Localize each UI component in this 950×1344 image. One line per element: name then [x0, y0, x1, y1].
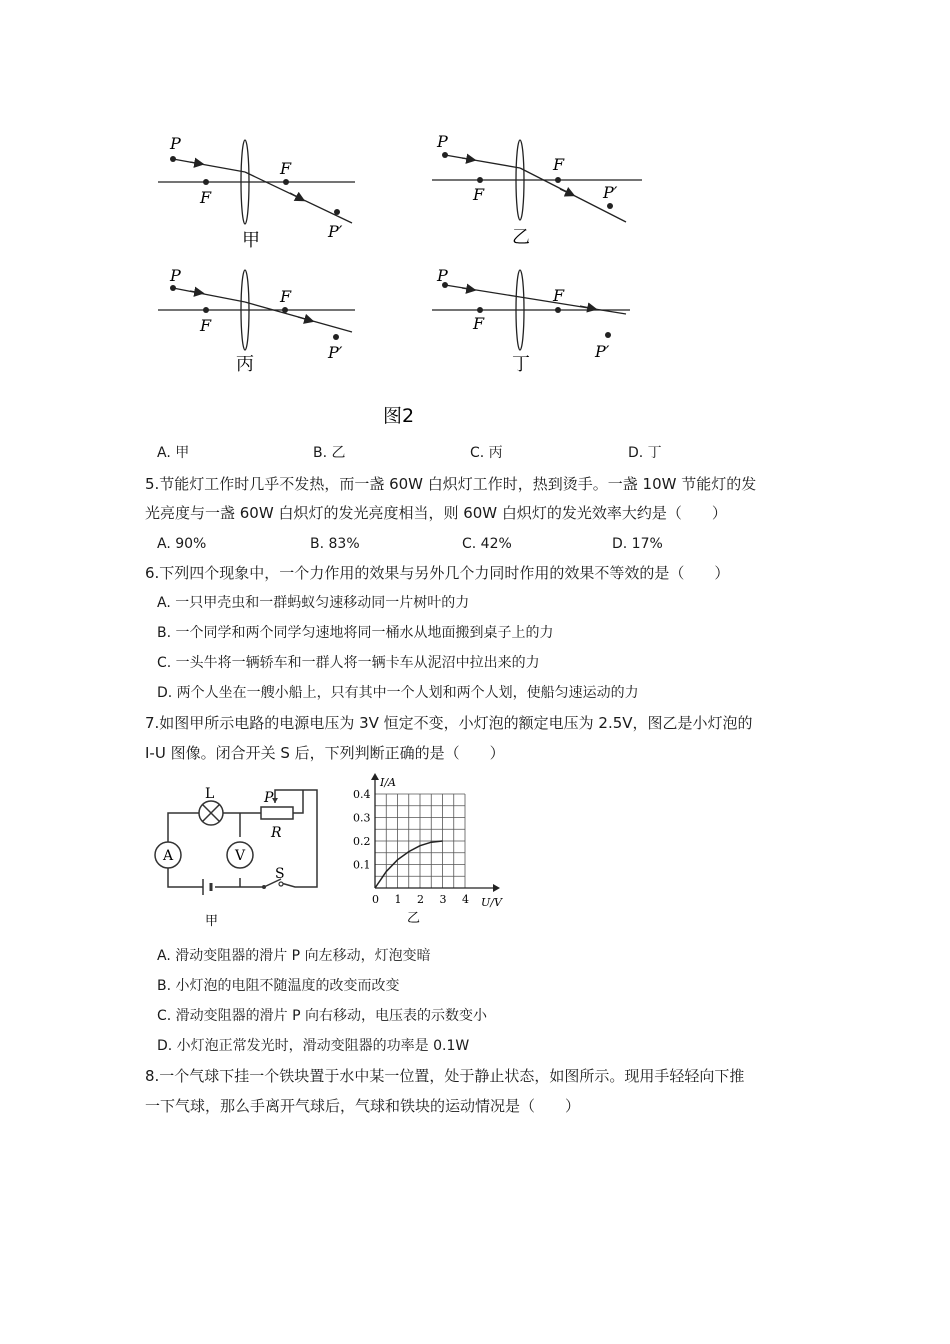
focus-f-label: F	[200, 316, 212, 335]
y-axis-label: I/A	[380, 776, 396, 789]
point-p-label: P	[170, 266, 181, 285]
panel-label-bing: 丙	[236, 354, 254, 375]
q6-option-c[interactable]: C. 一头牛将一辆轿车和一群人将一辆卡车从泥沼中拉出来的力	[157, 655, 540, 671]
q6-stem: 6.下列四个现象中，一个力作用的效果与另外几个力同时作用的效果不等效的是（ ）	[145, 564, 730, 582]
point-p-label: P	[170, 134, 181, 153]
y-tick-label: 0.2	[353, 835, 371, 848]
x-tick-label: 0	[372, 893, 379, 906]
focus-f-label: F	[280, 159, 292, 178]
q4-option-d[interactable]: D. 丁	[628, 445, 662, 461]
q7-stem-line-2: I-U 图像。闭合开关 S 后，下列判断正确的是（ ）	[145, 744, 505, 762]
q4-option-a[interactable]: A. 甲	[157, 445, 190, 461]
q5-option-b[interactable]: B. 83%	[310, 536, 360, 552]
lens-diagram-bing	[158, 266, 355, 375]
image-p-prime-label: P′	[603, 183, 618, 202]
rheostat-icon	[261, 807, 293, 819]
focus-f-label: F	[553, 155, 565, 174]
focus-f-label: F	[473, 314, 485, 333]
focus-f-label: F	[200, 188, 212, 207]
x-tick-label: 4	[462, 893, 469, 906]
focus-f-label: F	[473, 185, 485, 204]
q7-option-a[interactable]: A. 滑动变阻器的滑片 P 向左移动，灯泡变暗	[157, 948, 431, 964]
voltmeter-label: V	[235, 848, 246, 864]
x-axis-arrow	[493, 884, 500, 892]
y-tick-label: 0.1	[353, 858, 371, 872]
q7-option-c[interactable]: C. 滑动变阻器的滑片 P 向右移动，电压表的示数变小	[157, 1008, 488, 1024]
figure-2-lens-diagrams	[140, 125, 660, 435]
image-p-prime-label: P′	[328, 222, 343, 241]
q5-stem-line-1: 5.节能灯工作时几乎不发热，而一盏 60W 白炽灯工作时，热到烫手。一盏 10W 节能灯的发	[145, 475, 757, 493]
point-p-label: P	[437, 266, 448, 285]
x-tick-label: 3	[439, 893, 447, 906]
y-tick-label: 0.4	[353, 788, 371, 801]
slider-p-label: P	[264, 790, 274, 806]
y-tick-label: 0.3	[353, 811, 371, 825]
focus-f-label: F	[553, 286, 565, 305]
image-p-prime-label: P′	[328, 343, 343, 362]
q5-option-a[interactable]: A. 90%	[157, 536, 207, 552]
iu-graph	[345, 770, 505, 930]
panel-label-ding: 丁	[512, 354, 530, 375]
lens-diagram-yi	[432, 132, 642, 248]
q8-stem-line-1: 8.一个气球下挂一个铁块置于水中某一位置，处于静止状态，如图所示。现用手轻轻向下推	[145, 1067, 745, 1085]
image-p-prime-label: P′	[595, 342, 610, 361]
focus-f-label: F	[280, 287, 292, 306]
circuit-caption: 甲	[205, 914, 219, 929]
q8-stem-line-2: 一下气球，那么手离开气球后，气球和铁块的运动情况是（ ）	[145, 1097, 581, 1115]
q6-option-d[interactable]: D. 两个人坐在一艘小船上，只有其中一个人划和两个人划，使船匀速运动的力	[157, 685, 639, 701]
lens-diagram-jia	[158, 134, 355, 251]
q5-option-d[interactable]: D. 17%	[612, 536, 663, 552]
switch-icon	[279, 882, 283, 886]
q5-option-c[interactable]: C. 42%	[462, 536, 512, 552]
switch-label: S	[275, 866, 285, 882]
lens-diagram-ding	[432, 266, 630, 375]
lamp-label: L	[205, 786, 215, 802]
q7-option-d[interactable]: D. 小灯泡正常发光时，滑动变阻器的功率是 0.1W	[157, 1038, 470, 1054]
x-tick-label: 1	[394, 893, 402, 906]
panel-label-jia: 甲	[242, 230, 260, 251]
y-axis-arrow	[371, 773, 379, 780]
x-tick-label: 2	[417, 893, 424, 906]
circuit-diagram	[145, 775, 330, 930]
figure-caption: 图2	[383, 405, 415, 427]
point-p-label: P	[437, 132, 448, 151]
q4-option-b[interactable]: B. 乙	[313, 445, 346, 461]
q6-option-b[interactable]: B. 一个同学和两个同学匀速地将同一桶水从地面搬到桌子上的力	[157, 625, 554, 641]
q4-option-c[interactable]: C. 丙	[470, 445, 503, 461]
q5-stem-line-2: 光亮度与一盏 60W 白炽灯的发光亮度相当，则 60W 白炽灯的发光效率大约是（ ）	[145, 504, 727, 522]
q6-option-a[interactable]: A. 一只甲壳虫和一群蚂蚁匀速移动同一片树叶的力	[157, 595, 470, 611]
q7-stem-line-1: 7.如图甲所示电路的电源电压为 3V 恒定不变，小灯泡的额定电压为 2.5V，图乙是小灯泡的	[145, 714, 753, 732]
q7-option-b[interactable]: B. 小灯泡的电阻不随温度的改变而改变	[157, 978, 400, 994]
panel-label-yi: 乙	[512, 227, 530, 248]
x-axis-label: U/V	[481, 896, 502, 909]
graph-caption: 乙	[407, 911, 421, 926]
ammeter-label: A	[163, 848, 174, 864]
resistor-r-label: R	[271, 825, 282, 841]
